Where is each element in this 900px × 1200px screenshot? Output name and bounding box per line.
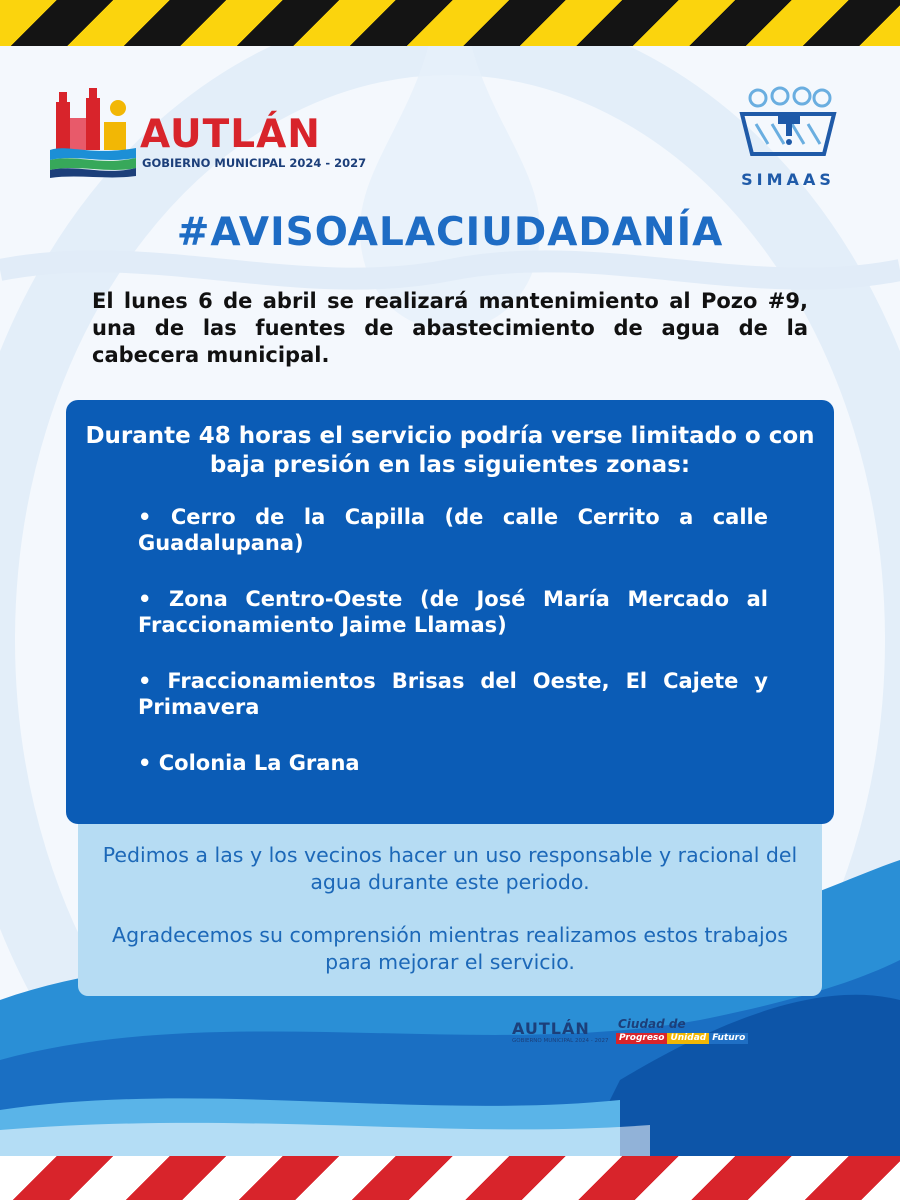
simaas-logo: [732, 84, 844, 192]
zone-item: • Zona Centro-Oeste (de José María Mercado al Fraccionamiento Jaime Llamas): [138, 587, 768, 637]
footer-tagline-word: Unidad: [667, 1033, 709, 1044]
hazard-stripe-bottom: [0, 1156, 900, 1200]
intro-paragraph: El lunes 6 de abril se realizará mantenimiento al Pozo #9, una de las fuentes de abastecimiento de agua de la cabecera municipal.: [92, 289, 808, 367]
hazard-stripe-top: [0, 0, 900, 46]
hashtag-title: #AVISOALACIUDADANÍA: [176, 210, 724, 255]
faucet-icon: [732, 84, 844, 168]
footer-tagline-words: [616, 1033, 748, 1044]
appeal-paragraph-1: Pedimos a las y los vecinos hacer un uso responsable y racional del agua durante este periodo.: [102, 843, 798, 894]
notice-heading: Durante 48 horas el servicio podría verse limitado o con baja presión en las siguientes zonas:: [85, 423, 815, 478]
simaas-wordmark: SIMAAS: [741, 170, 835, 189]
autlan-logo: [48, 88, 368, 182]
footer-tagline-word: Futuro: [709, 1033, 748, 1044]
footer-tagline-prefix: Ciudad de: [618, 1017, 686, 1031]
footer-subtitle: GOBIERNO MUNICIPAL 2024 - 2027: [512, 1038, 609, 1044]
footer-wordmark: AUTLÁN: [512, 1019, 590, 1038]
footer-tagline-word: Progreso: [616, 1033, 667, 1044]
autlan-city-icon: [48, 88, 138, 182]
appeal-paragraph-2: Agradecemos su comprensión mientras realizamos estos trabajos para mejorar el servicio.: [112, 923, 788, 974]
footer-logo: [508, 1016, 746, 1050]
autlan-subtitle: GOBIERNO MUNICIPAL 2024 - 2027: [142, 156, 367, 170]
zone-item: • Cerro de la Capilla (de calle Cerrito a calle Guadalupana): [138, 505, 768, 555]
zone-item: • Colonia La Grana: [138, 751, 360, 775]
appeal-box: [78, 824, 822, 996]
zone-item: • Fraccionamientos Brisas del Oeste, El Cajete y Primavera: [138, 669, 768, 719]
autlan-wordmark: AUTLÁN: [140, 112, 321, 157]
notice-box: [66, 400, 834, 824]
footer-tagline: [612, 1016, 746, 1048]
